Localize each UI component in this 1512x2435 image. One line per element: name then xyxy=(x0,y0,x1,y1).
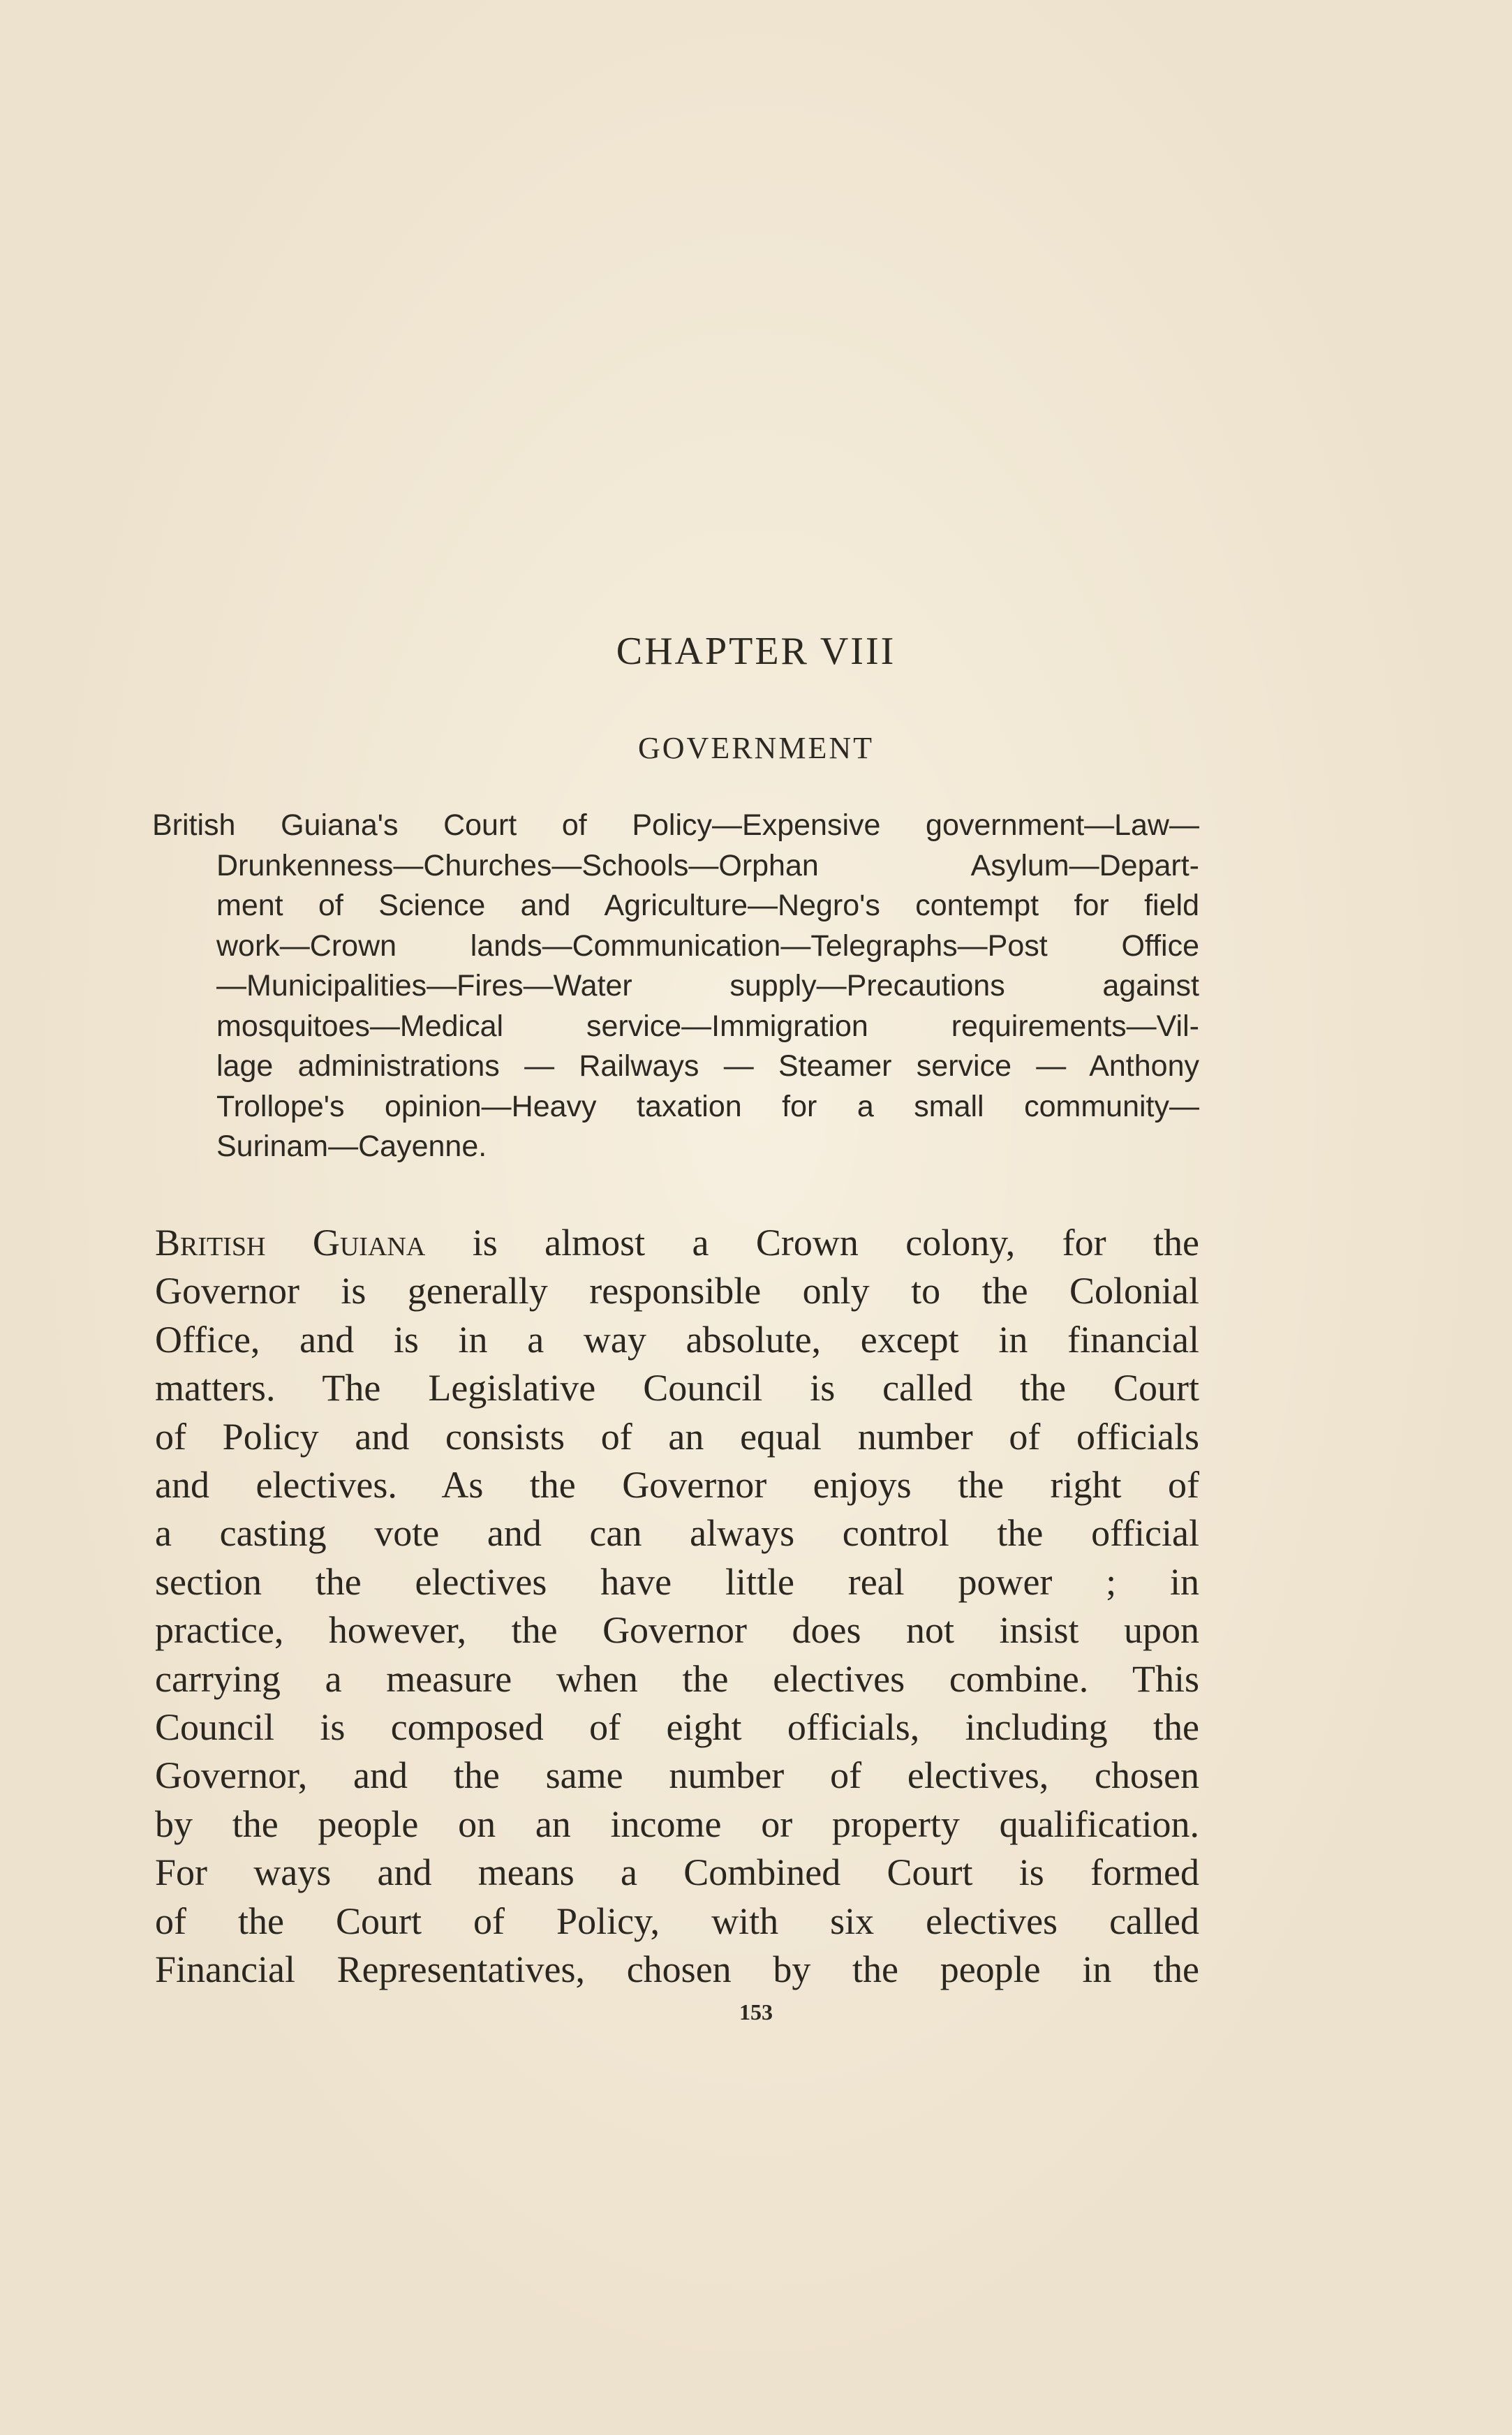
chapter-synopsis xyxy=(152,806,1199,1167)
body-line: carrying a measure when the electives combine. This xyxy=(155,1657,1199,1700)
body-paragraph xyxy=(155,1219,1199,1994)
body-line: Governor is generally responsible only to the Colonial xyxy=(155,1270,1199,1312)
body-line: matters. The Legislative Council is called the Court xyxy=(155,1367,1199,1409)
body-line: practice, however, the Governor does not insist upon xyxy=(155,1609,1199,1652)
body-line: a casting vote and can always control the official xyxy=(155,1512,1199,1555)
synopsis-line: Drunkenness—Churches—Schools—Orphan Asylum—Depart- xyxy=(216,848,1199,882)
body-line: of Policy and consists of an equal number of officials xyxy=(155,1415,1199,1458)
synopsis-line: ment of Science and Agriculture—Negro's contempt for field xyxy=(216,889,1199,922)
synopsis-line: British Guiana's Court of Policy—Expensive government—Law— xyxy=(152,808,1199,842)
body-line xyxy=(155,1219,1199,1267)
synopsis-line: mosquitoes—Medical service—Immigration requirements—Vil- xyxy=(216,1009,1199,1043)
page-number: 153 xyxy=(739,1999,773,2025)
body-line: of the Court of Policy, with six electives called xyxy=(155,1900,1199,1942)
body-line: by the people on an income or property qualification. xyxy=(155,1803,1199,1845)
body-line: Council is composed of eight officials, including the xyxy=(155,1706,1199,1749)
body-line-text: is almost a Crown colony, for the xyxy=(425,1222,1199,1264)
body-line: Office, and is in a way absolute, except in financial xyxy=(155,1318,1199,1361)
chapter-heading: CHAPTER VIII xyxy=(616,630,896,673)
body-line: and electives. As the Governor enjoys the right of xyxy=(155,1464,1199,1507)
body-line: For ways and means a Combined Court is formed xyxy=(155,1851,1199,1894)
synopsis-line: work—Crown lands—Communication—Telegraphs—Post Office xyxy=(216,928,1199,963)
synopsis-line: Surinam—Cayenne. xyxy=(216,1130,487,1163)
synopsis-line: lage administrations — Railways — Steamer service — Anthony xyxy=(216,1049,1199,1083)
chapter-subtitle: GOVERNMENT xyxy=(638,731,874,765)
synopsis-line: Trollope's opinion—Heavy taxation for a small community— xyxy=(216,1089,1199,1123)
body-line: Financial Representatives, chosen by the people in the xyxy=(155,1948,1199,1991)
body-line: Governor, and the same number of electives, chosen xyxy=(155,1754,1199,1797)
opening-small-caps: British Guiana xyxy=(155,1222,426,1264)
synopsis-line: —Municipalities—Fires—Water supply—Precautions against xyxy=(216,969,1199,1002)
body-line: section the electives have little real power ; in xyxy=(155,1560,1199,1603)
